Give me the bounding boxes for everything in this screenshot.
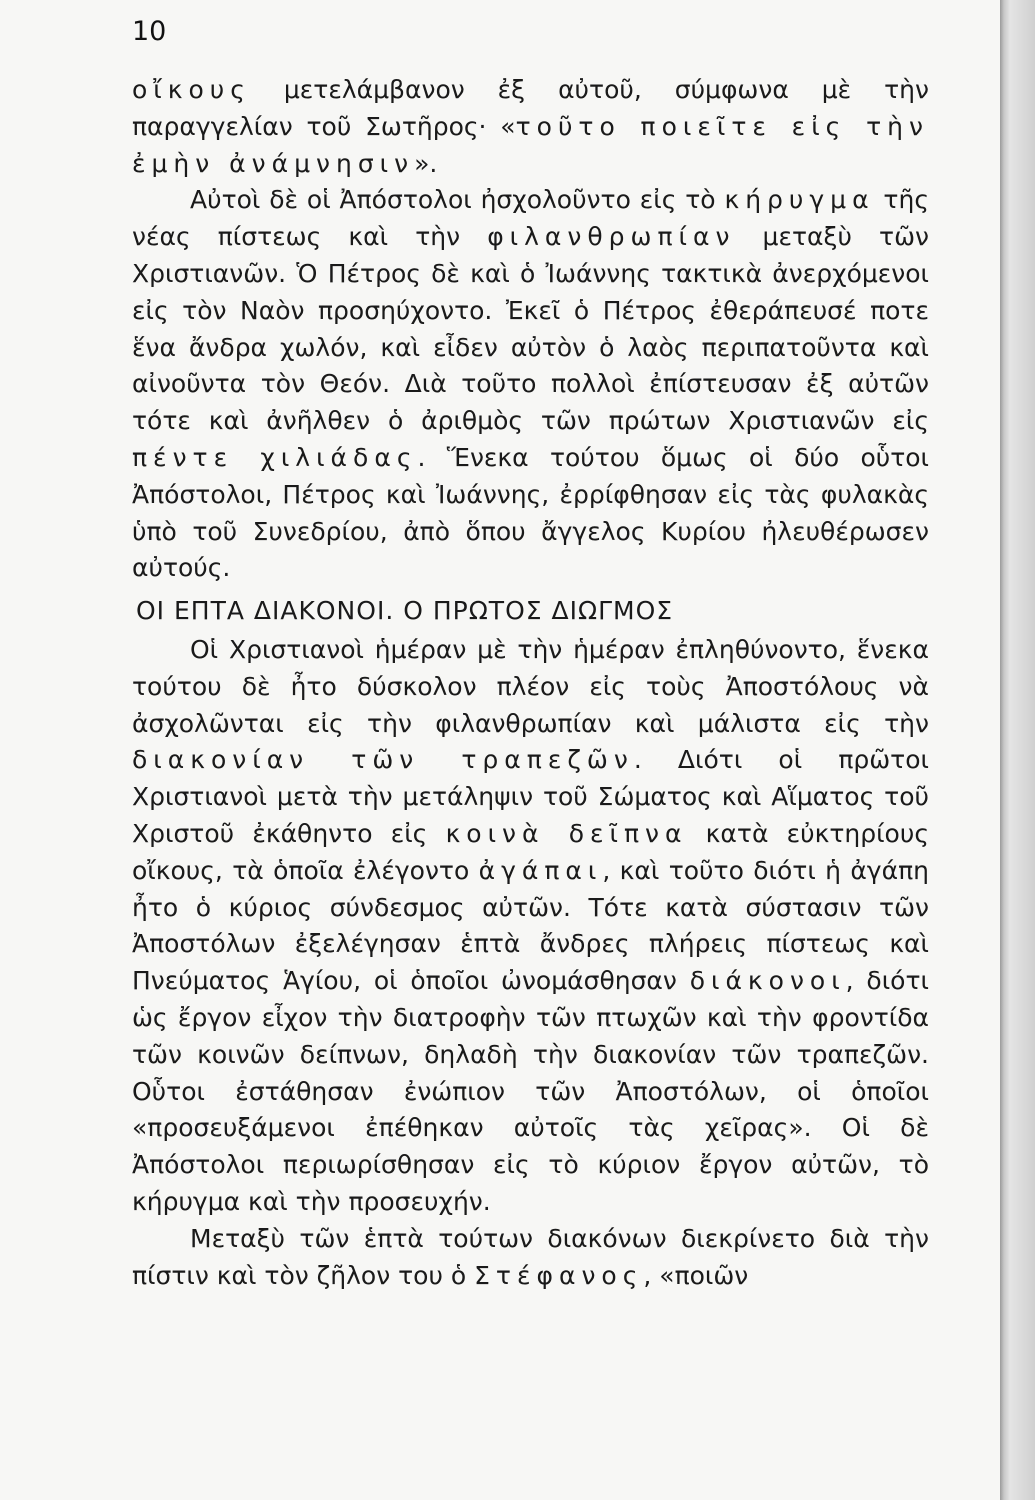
body-text xyxy=(132,72,929,1294)
spaced-word: πέντε χιλιάδας xyxy=(132,442,418,472)
text-run: τῆς νέας πίστεως καὶ τὴν xyxy=(132,185,929,252)
book-spine-shadow xyxy=(1000,0,1035,1500)
text-run: , «ποιῶν xyxy=(643,1260,749,1290)
text-run: μετελάμβανον ἐξ αὐτοῦ, σύμφωνα μὲ τὴν παραγγελίαν τοῦ Σωτῆρος· « xyxy=(132,75,929,141)
spaced-word: διακονίαν τῶν τραπεζῶν xyxy=(132,745,634,775)
text-run: , καὶ τοῦτο διότι ἡ ἀγάπη ἦτο ὁ κύριος σύνδεσμος αὐτῶν. Τότε κατὰ σύστασιν τῶν Ἀποστόλων ἐξελέγησαν ἑπτὰ ἄνδρες πλήρεις πίστεως καὶ Πνεύματος Ἁγίου, οἱ ὁποῖοι ὠνομάσθησαν xyxy=(132,855,929,996)
spaced-word: ἀγάπαι xyxy=(478,855,603,885)
spaced-word: διάκονοι xyxy=(689,966,846,996)
text-run: . Διότι οἱ πρῶτοι Χριστιανοὶ μετὰ τὴν μετάληψιν τοῦ Σώματος καὶ Αἵματος τοῦ Χριστοῦ ἐκάθηντο εἰς xyxy=(132,745,929,848)
paragraph-1 xyxy=(132,72,929,182)
paragraph-4 xyxy=(132,1221,929,1295)
text-run: ». xyxy=(414,148,438,178)
spaced-quote: τοῦτο ποιεῖτε εἰς τὴν ἐμὴν ἀνάμνησιν xyxy=(132,111,929,178)
paragraph-2 xyxy=(132,182,929,587)
spaced-word: οἴκους xyxy=(132,75,251,104)
paragraph-3 xyxy=(132,632,929,1221)
spaced-word: κήρυγμα xyxy=(724,185,875,215)
spaced-word: κοινὰ δεῖπνα xyxy=(445,818,688,848)
text-run: κατὰ εὐκτηρίους οἴκους, τὰ ὁποῖα ἐλέγοντο xyxy=(132,818,929,885)
text-run: μεταξὺ τῶν Χριστιανῶν. Ὁ Πέτρος δὲ καὶ ὁ Ἰωάννης τακτικὰ ἀνερχόμενοι εἰς τὸν Ναὸν προσηύχοντο. Ἐκεῖ ὁ Πέτρος ἐθεράπευσέ ποτε ἕνα ἄνδρα χωλόν, καὶ εἶδεν αὐτὸν ὁ λαὸς περιπατοῦντα καὶ αἰνοῦντα τὸν Θεόν. Διὰ τοῦτο πολλοὶ ἐπίστευσαν ἐξ αὐτῶν τότε καὶ ἀνῆλθεν ὁ ἀριθμὸς τῶν πρώτων Χριστιανῶν εἰς xyxy=(132,222,929,436)
text-run: Οἱ Χριστιανοὶ ἡμέραν μὲ τὴν ἡμέραν ἐπληθύνοντο, ἕνεκα τούτου δὲ ἦτο δύσκολον πλέον εἰς τοὺς Ἀποστόλους νὰ ἀσχολῶνται εἰς τὴν φιλανθρωπίαν καὶ μάλιστα εἰς τὴν xyxy=(132,634,929,738)
spaced-word: Στέφανος xyxy=(474,1260,644,1290)
section-heading: ΟΙ ΕΠΤΑ ΔΙΑΚΟΝΟΙ. Ο ΠΡΩΤΟΣ ΔΙΩΓΜΟΣ xyxy=(136,596,674,626)
spaced-word: φιλανθρωπίαν xyxy=(487,222,736,252)
page-number: 10 xyxy=(132,16,167,47)
text-run: . Ἕνεκα τούτου ὅμως οἱ δύο οὗτοι Ἀπόστολοι, Πέτρος καὶ Ἰωάννης, ἐρρίφθησαν εἰς τὰς φυλακὰς ὑπὸ τοῦ Συνεδρίου, ἀπὸ ὅπου ἄγγελος Κυρίου ἠλευθέρωσεν αὐτούς. xyxy=(132,442,930,583)
text-run: , διότι ὡς ἔργον εἶχον τὴν διατροφὴν τῶν πτωχῶν καὶ τὴν φροντίδα τῶν κοινῶν δείπνων, δηλαδὴ τὴν διακονίαν τῶν τραπεζῶν. Οὗτοι ἐστάθησαν ἐνώπιον τῶν Ἀποστόλων, οἱ ὁποῖοι «προσευξάμενοι ἐπέθηκαν αὐτοῖς τὰς χεῖρας». Οἱ δὲ Ἀπόστολοι περιωρίσθησαν εἰς τὸ κύριον ἔργον αὐτῶν, τὸ κήρυγμα καὶ τὴν προσευχήν. xyxy=(132,966,929,1216)
text-run: Αὐτοὶ δὲ οἱ Ἀπόστολοι ἠσχολοῦντο εἰς τὸ xyxy=(190,185,725,215)
text-run: Μεταξὺ τῶν ἑπτὰ τούτων διακόνων διεκρίνετο διὰ τὴν πίστιν καὶ τὸν ζῆλον του ὁ xyxy=(132,1223,929,1290)
